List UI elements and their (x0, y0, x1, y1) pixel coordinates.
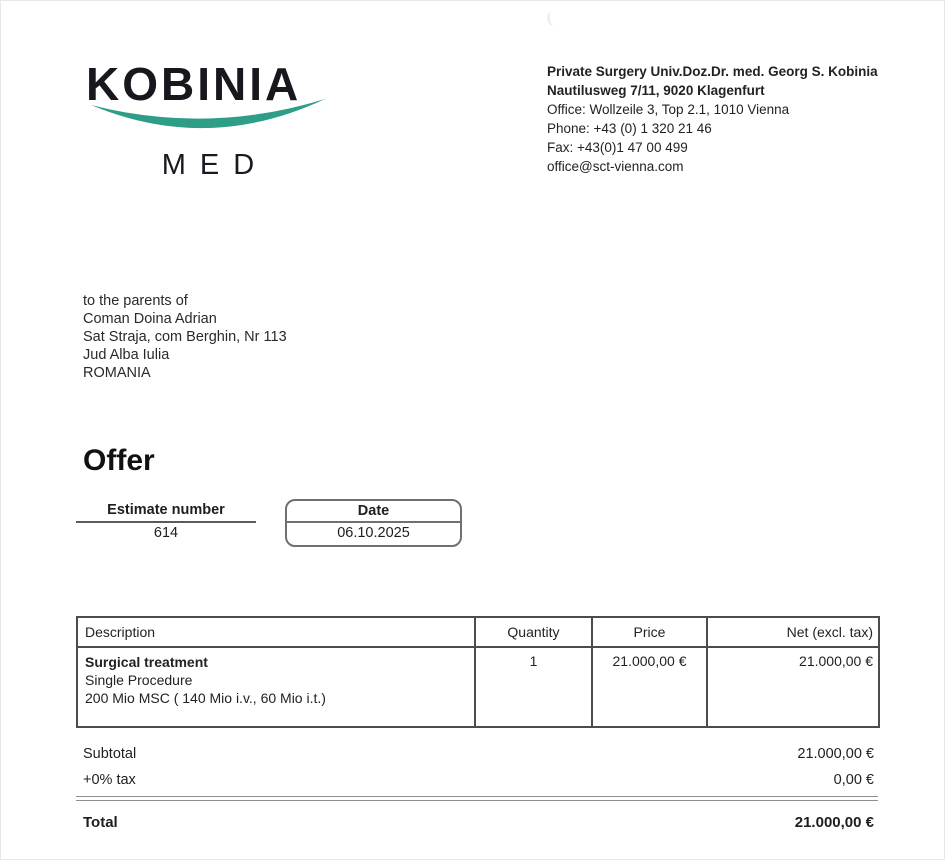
description-cell (77, 647, 475, 727)
total-row (76, 813, 878, 832)
document-title: Offer (83, 444, 155, 477)
price-cell: 21.000,00 € (592, 647, 707, 727)
subtotal-value: 21.000,00 € (797, 746, 874, 762)
letterhead-line: Office: Wollzeile 3, Top 2.1, 1010 Vienna (547, 102, 790, 117)
letterhead-line: Private Surgery Univ.Doz.Dr. med. Georg S. Kobinia (547, 64, 878, 79)
recipient-line: Sat Straja, com Berghin, Nr 113 (83, 329, 287, 345)
recipient-address-block (83, 292, 287, 382)
letterhead-line: Fax: +43(0)1 47 00 499 (547, 140, 688, 155)
subtotal-row (76, 745, 878, 764)
logo-brand-text: KOBINIA (86, 58, 302, 110)
estimate-number-value: 614 (153, 525, 179, 541)
item-subtitle: Single Procedure (85, 672, 193, 688)
recipient-line: Coman Doina Adrian (83, 311, 217, 327)
estimate-number-label: Estimate number (76, 502, 256, 523)
column-header-description: Description (77, 617, 475, 647)
tax-value: 0,00 € (833, 772, 874, 788)
letterhead-line: Phone: +43 (0) 1 320 21 46 (547, 121, 712, 136)
net-cell: 21.000,00 € (707, 647, 879, 727)
table-row (77, 647, 879, 727)
kobinia-med-logo (86, 58, 338, 181)
column-header-price: Price (592, 617, 707, 647)
subtotal-label: Subtotal (83, 746, 137, 762)
column-header-quantity: Quantity (475, 617, 592, 647)
date-box (285, 499, 462, 547)
tax-label: +0% tax (83, 772, 136, 788)
quantity-cell: 1 (475, 647, 592, 727)
estimate-number-section (76, 502, 256, 541)
item-title: Surgical treatment (85, 654, 208, 670)
date-value: 06.10.2025 (337, 525, 410, 541)
item-detail: 200 Mio MSC ( 140 Mio i.v., 60 Mio i.t.) (85, 690, 326, 706)
totals-double-rule (76, 796, 878, 801)
items-table-header-row (77, 617, 879, 647)
scan-artifact (546, 10, 560, 27)
total-label: Total (83, 814, 118, 831)
recipient-line: to the parents of (83, 293, 188, 309)
recipient-line: Jud Alba Iulia (83, 347, 170, 363)
date-label: Date (287, 501, 460, 523)
letterhead-email: office@sct-vienna.com (547, 159, 684, 174)
recipient-line: ROMANIA (83, 365, 151, 381)
letterhead-contact-block (547, 62, 907, 176)
tax-row (76, 771, 878, 790)
totals-section (76, 745, 878, 832)
items-table (76, 616, 880, 728)
logo-swoosh-icon (89, 96, 327, 142)
column-header-net: Net (excl. tax) (707, 617, 879, 647)
total-value: 21.000,00 € (794, 814, 874, 831)
letterhead-line: Nautilusweg 7/11, 9020 Klagenfurt (547, 83, 765, 98)
logo-subtitle-text: MED (161, 149, 269, 181)
